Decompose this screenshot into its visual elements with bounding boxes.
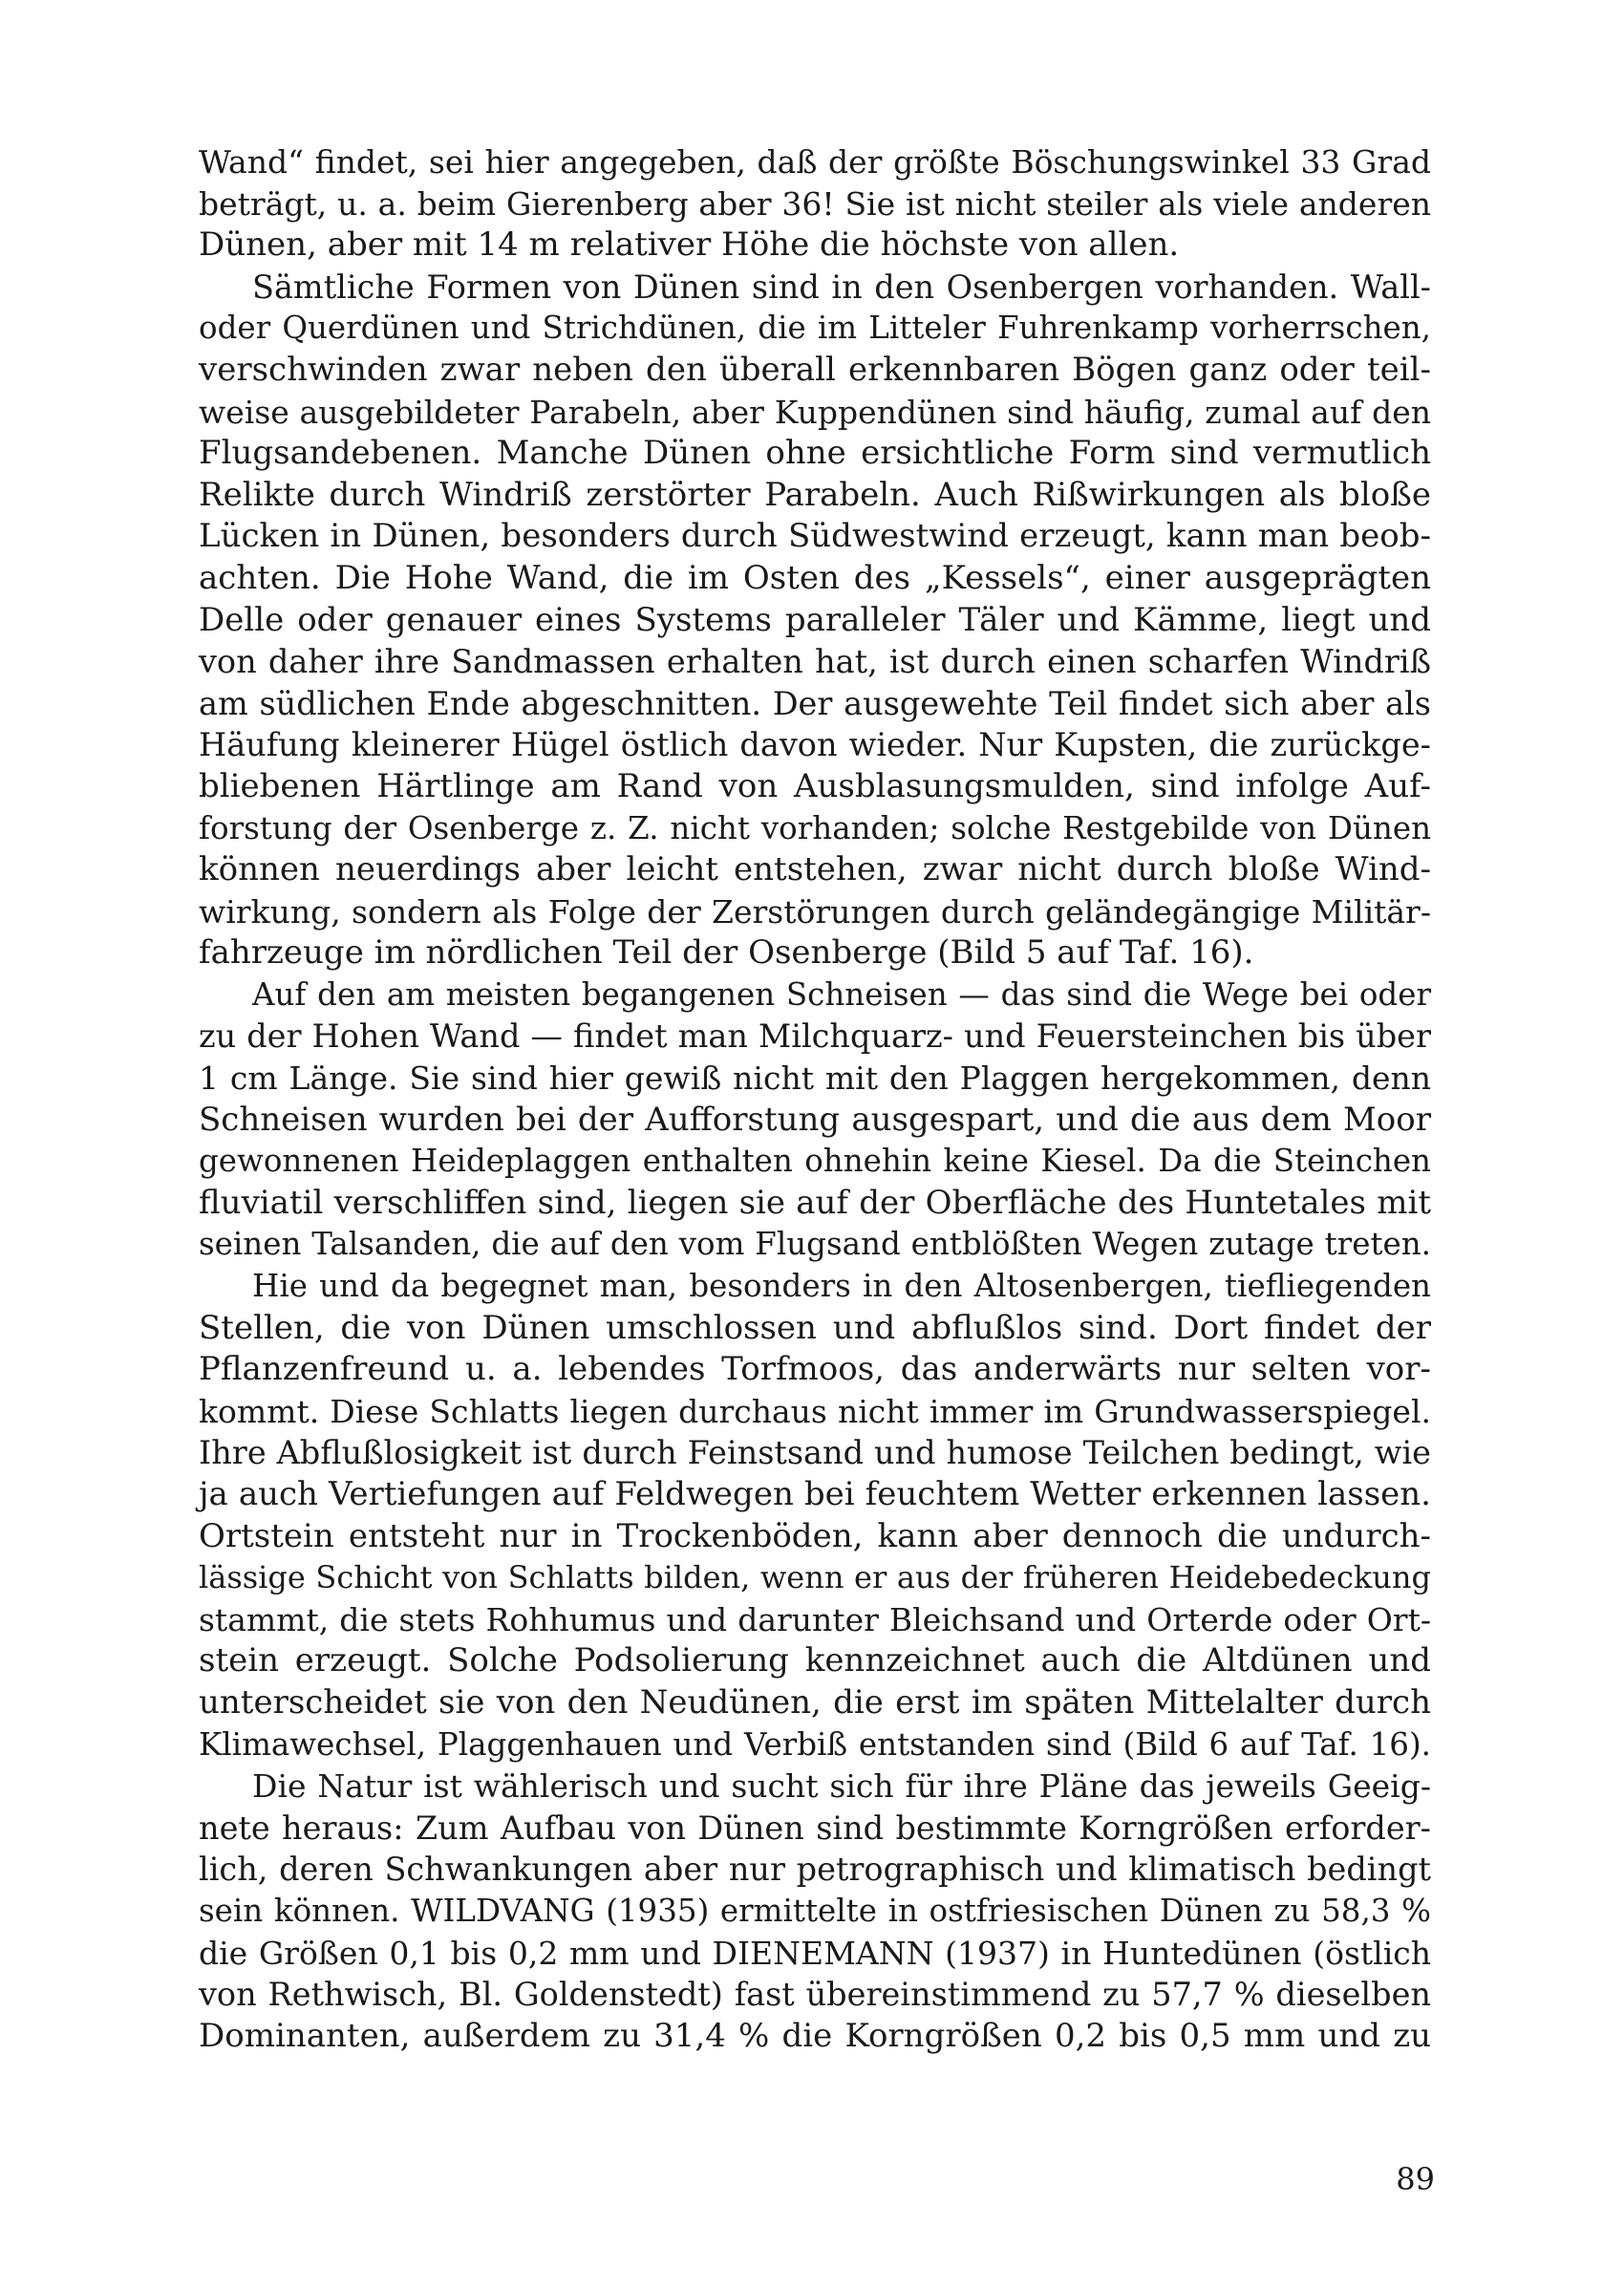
text-line: am südlichen Ende abgeschnitten. Der ausgewehte Teil findet sich aber als bbox=[199, 684, 1431, 722]
text-line: Lücken in Dünen, besonders durch Südwestwind erzeugt, kann man beob- bbox=[199, 517, 1431, 556]
text-line: Wand“ findet, sei hier angegeben, daß der größte Böschungswinkel 33 Grad bbox=[199, 143, 1431, 181]
text-line: lässige Schicht von Schlatts bilden, wenn er aus der früheren Heidebedeckung bbox=[199, 1559, 1431, 1596]
text-line: Auf den am meisten begangenen Schneisen — das sind die Wege bei oder bbox=[252, 975, 1431, 1013]
text-line: Ihre Abflußlosigkeit ist durch Feinstsand und humose Teilchen bedingt, wie bbox=[199, 1434, 1431, 1472]
text-line: stein erzeugt. Solche Podsolierung kennzeichnet auch die Altdünen und bbox=[199, 1641, 1431, 1680]
text-line: fluviatil verschliffen sind, liegen sie auf der Oberfläche des Huntetales mit bbox=[199, 1183, 1431, 1222]
text-line: Dünen, aber mit 14 m relativer Höhe die höchste von allen. bbox=[199, 225, 1180, 265]
text-line: Stellen, die von Dünen umschlossen und abflußlos sind. Dort findet der bbox=[199, 1308, 1431, 1347]
text-line: Dominanten, außerdem zu 31,4 % die Korngrößen 0,2 bis 0,5 mm und zu bbox=[199, 2016, 1431, 2055]
text-line: die Größen 0,1 bis 0,2 mm und DIENEMANN (1937) in Huntedünen (östlich bbox=[199, 1934, 1431, 1972]
text-line: von Rethwisch, Bl. Goldenstedt) fast übereinstimmend zu 57,7 % dieselben bbox=[199, 1976, 1431, 2014]
text-line: ja auch Vertiefungen auf Feldwegen bei feuchtem Wetter erkennen lassen. bbox=[199, 1475, 1431, 1513]
text-line: Flugsandebenen. Manche Dünen ohne ersichtliche Form sind vermutlich bbox=[199, 434, 1431, 473]
text-line: bliebenen Härtlinge am Rand von Ausblasungsmulden, sind infolge Auf- bbox=[199, 766, 1431, 805]
text-line: wirkung, sondern als Folge der Zerstörungen durch geländegängige Militär- bbox=[199, 892, 1431, 931]
text-line: kommt. Diese Schlatts liegen durchaus nicht immer im Grundwasserspiegel. bbox=[199, 1392, 1431, 1430]
text-line: beträgt, u. a. beim Gierenberg aber 36! Sie ist nicht steiler als viele anderen bbox=[199, 184, 1431, 223]
text-line: forstung der Osenberge z. Z. nicht vorhanden; solche Restgebilde von Dünen bbox=[199, 809, 1431, 846]
text-line: Häufung kleinerer Hügel östlich davon wieder. Nur Kupsten, die zurückge- bbox=[199, 726, 1431, 764]
text-line: weise ausgebildeter Parabeln, aber Kuppendünen sind häufig, zumal auf den bbox=[199, 393, 1431, 431]
text-line: seinen Talsanden, die auf den vom Flugsand entblößten Wegen zutage treten. bbox=[199, 1226, 1431, 1263]
text-line: sein können. WILDVANG (1935) ermittelte in ostfriesischen Dünen zu 58,3 % bbox=[199, 1892, 1431, 1929]
text-line: 1 cm Länge. Sie sind hier gewiß nicht mit den Plaggen hergekommen, denn bbox=[199, 1059, 1431, 1098]
text-line: können neuerdings aber leicht entstehen, zwar nicht durch bloße Wind- bbox=[199, 850, 1431, 889]
text-line: zu der Hohen Wand — findet man Milchquarz- und Feuersteinchen bis über bbox=[199, 1017, 1431, 1056]
text-line: nete heraus: Zum Aufbau von Dünen sind bestimmte Korngrößen erforder- bbox=[199, 1808, 1431, 1847]
text-line: verschwinden zwar neben den überall erkennbaren Bögen ganz oder teil- bbox=[199, 350, 1431, 389]
text-line: gewonnenen Heideplaggen enthalten ohnehin keine Kiesel. Da die Steinchen bbox=[199, 1143, 1431, 1180]
text-line: stammt, die stets Rohhumus und darunter Bleichsand und Orterde oder Ort- bbox=[199, 1600, 1431, 1638]
text-line: fahrzeuge im nördlichen Teil der Osenberge (Bild 5 auf Taf. 16). bbox=[199, 933, 1254, 973]
text-line: oder Querdünen und Strichdünen, die im Litteler Fuhrenkamp vorherrschen, bbox=[199, 310, 1431, 347]
text-line: Schneisen wurden bei der Aufforstung ausgespart, und die aus dem Moor bbox=[199, 1100, 1431, 1139]
text-line: Ortstein entsteht nur in Trockenböden, kann aber dennoch die undurch- bbox=[199, 1516, 1431, 1555]
text-line: achten. Die Hohe Wand, die im Osten des „Kessels“, einer ausgeprägten bbox=[199, 558, 1431, 597]
text-line: unterscheidet sie von den Neudünen, die erst im späten Mittelalter durch bbox=[199, 1682, 1431, 1722]
text-line: lich, deren Schwankungen aber nur petrographisch und klimatisch bedingt bbox=[199, 1851, 1431, 1889]
text-line: Pflanzenfreund u. a. lebendes Torfmoos, das anderwärts nur selten vor- bbox=[199, 1350, 1431, 1389]
text-line: Sämtliche Formen von Dünen sind in den Osenbergen vorhanden. Wall- bbox=[252, 268, 1431, 306]
body-text bbox=[199, 141, 1431, 2057]
text-line: Klimawechsel, Plaggenhauen und Verbiß entstanden sind (Bild 6 auf Taf. 16). bbox=[199, 1725, 1431, 1763]
text-line: Relikte durch Windriß zerstörter Parabeln. Auch Rißwirkungen als bloße bbox=[199, 475, 1431, 514]
text-line: Delle oder genauer eines Systems paralleler Täler und Kämme, liegt und bbox=[199, 600, 1431, 639]
text-line: Die Natur ist wählerisch und sucht sich für ihre Pläne das jeweils Geeig- bbox=[252, 1767, 1431, 1806]
page-number: 89 bbox=[1396, 2161, 1435, 2197]
text-line: von daher ihre Sandmassen erhalten hat, ist durch einen scharfen Windriß bbox=[199, 643, 1431, 681]
text-line: Hie und da begegnet man, besonders in den Altosenbergen, tiefliegenden bbox=[252, 1268, 1431, 1305]
